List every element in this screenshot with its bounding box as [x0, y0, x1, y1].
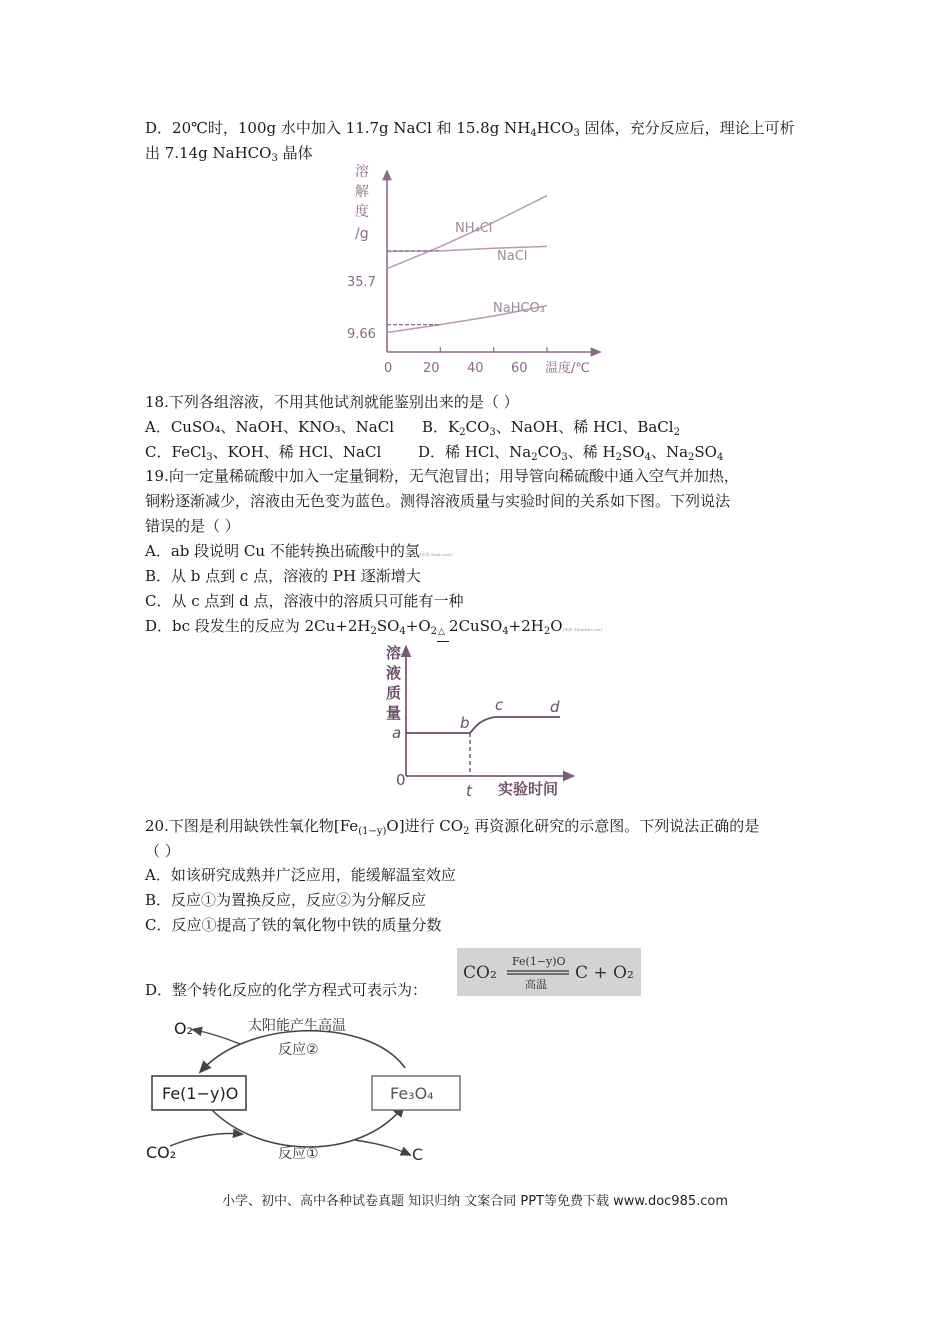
- curve-label-nh4cl: NH₄Cl: [455, 221, 493, 236]
- q18-option-b: B．$K_2CO_3$、NaOH、稀 HCl、BaCl$_2$: [422, 418, 680, 438]
- x-tick-label-60: 60: [511, 361, 528, 376]
- point-label-d: d: [550, 698, 560, 716]
- o2-arrow: [195, 1030, 240, 1044]
- footer-text: 小学、初中、高中各种试卷真题 知识归纳 文案合同 PPT等免费下载 www.doc985.com: [221, 1194, 729, 1209]
- q20-option-b: B．反应①为置换反应，反应②为分解反应: [145, 891, 427, 909]
- source-mark: [来源:Zxxk.com]: [419, 552, 452, 557]
- q20-stem-line2: （ ）: [145, 842, 180, 860]
- mass-curve: [406, 717, 560, 733]
- mass-ylabel-2: 液: [386, 664, 402, 682]
- eq-condition: 高温: [525, 978, 547, 991]
- left-box-label: Fe(1−y)O: [162, 1084, 239, 1103]
- co2-arrow: [170, 1134, 240, 1147]
- q19-option-c: C．从 c 点到 d 点，溶液中的溶质只可能有一种: [145, 592, 464, 610]
- eq-left: CO₂: [463, 963, 497, 983]
- q17-option-d-line1: D．20℃时，100g 水中加入 11.7g NaCl 和 15.8g $NH_4HCO_3$ 固体，充分反应后，理论上可析: [145, 119, 795, 139]
- x-tick-label-0: 0: [384, 361, 393, 376]
- y-tick-label-35.7: 35.7: [347, 275, 376, 290]
- q19-option-d: D．bc 段发生的反应为 $2Cu+2H_2SO_4+O_2$ △ $2CuSO_4+2H_2O$[来源:Z#xx#k.Com]: [145, 616, 602, 640]
- point-label-c: c: [495, 696, 504, 714]
- q19-stem-line1: 19.向一定量稀硫酸中加入一定量铜粉，无气泡冒出；用导管向稀硫酸中通入空气并加热，: [145, 467, 739, 485]
- c-label: C: [412, 1145, 424, 1164]
- q20-stem: 20.下图是利用缺铁性氧化物$[Fe_{(1-y)}O]$进行 $CO_2$ 再资源化研究的示意图。下列说法正确的是: [145, 817, 760, 837]
- mass-ylabel-1: 溶: [386, 644, 402, 662]
- o2-label: O₂: [174, 1019, 194, 1038]
- origin-label: 0: [396, 771, 406, 789]
- q18-option-c: C．FeCl$_3$、KOH、稀 HCl、NaCl: [145, 443, 382, 463]
- source-mark-2: [来源:Z#xx#k.Com]: [562, 627, 602, 632]
- c-arrow: [355, 1140, 408, 1154]
- reaction1-label: 反应①: [278, 1146, 319, 1162]
- point-label-b: b: [460, 714, 470, 732]
- q20-option-d: D．整个转化反应的化学方程式可表示为：: [145, 981, 428, 999]
- eq-right: C + O₂: [575, 963, 634, 983]
- reaction2-label: 反应②: [278, 1042, 319, 1058]
- q19-option-a: A．ab 段说明 Cu 不能转换出硫酸中的氢[来源:Zxxk.com]: [145, 542, 452, 560]
- q19-option-b: B．从 b 点到 c 点，溶液的 PH 逐渐增大: [145, 567, 421, 585]
- y-axis-label-2: 解: [355, 184, 369, 200]
- x-axis-label: 温度/℃: [545, 361, 590, 376]
- mass-ylabel-3: 质: [386, 684, 402, 702]
- equation-image: [457, 948, 641, 996]
- t-label: t: [466, 782, 472, 800]
- y-tick-label-9.66: 9.66: [347, 327, 376, 342]
- q19-stem-line2: 铜粉逐渐减少，溶液由无色变为蓝色。测得溶液质量与实验时间的关系如下图。下列说法: [145, 492, 731, 510]
- curve-label-nacl: NaCl: [497, 249, 528, 264]
- y-axis-label-4: /g: [355, 226, 369, 242]
- q19-stem-line3: 错误的是（ ）: [145, 517, 240, 535]
- y-axis-label-1: 溶: [355, 164, 369, 180]
- eq-catalyst: Fe(1−y)O: [512, 955, 566, 968]
- curve-label-nahco3: NaHCO₃: [493, 301, 545, 316]
- top-label: 太阳能产生高温: [248, 1018, 346, 1034]
- q20-option-c: C．反应①提高了铁的氧化物中铁的质量分数: [145, 916, 442, 934]
- q20-option-a: A．如该研究成熟并广泛应用，能缓解温室效应: [145, 866, 456, 884]
- x-tick-label-20: 20: [423, 361, 440, 376]
- right-box-label: Fe₃O₄: [390, 1084, 434, 1103]
- solubility-chart: [335, 160, 615, 380]
- mass-time-chart: [360, 640, 580, 802]
- q18-stem: 18.下列各组溶液，不用其他试剂就能鉴别出来的是（ ）: [145, 393, 519, 411]
- point-label-a: a: [392, 724, 402, 742]
- y-axis-label-3: 度: [355, 204, 369, 220]
- q17-option-d-line2: 出 7.14g NaHCO$_3$ 晶体: [145, 144, 313, 164]
- mass-ylabel-4: 量: [386, 704, 402, 722]
- q18-option-a: A．CuSO₄、NaOH、KNO₃、NaCl: [145, 418, 394, 436]
- x-tick-label-40: 40: [467, 361, 484, 376]
- co2-label: CO₂: [146, 1143, 177, 1162]
- bottom-arc: [210, 1108, 402, 1147]
- cycle-diagram: [140, 1010, 480, 1170]
- mass-xlabel: 实验时间: [498, 780, 559, 798]
- q18-option-d: D．稀 HCl、$Na_2CO_3$、稀 $H_2SO_4$、$Na_2SO_4$: [418, 443, 724, 463]
